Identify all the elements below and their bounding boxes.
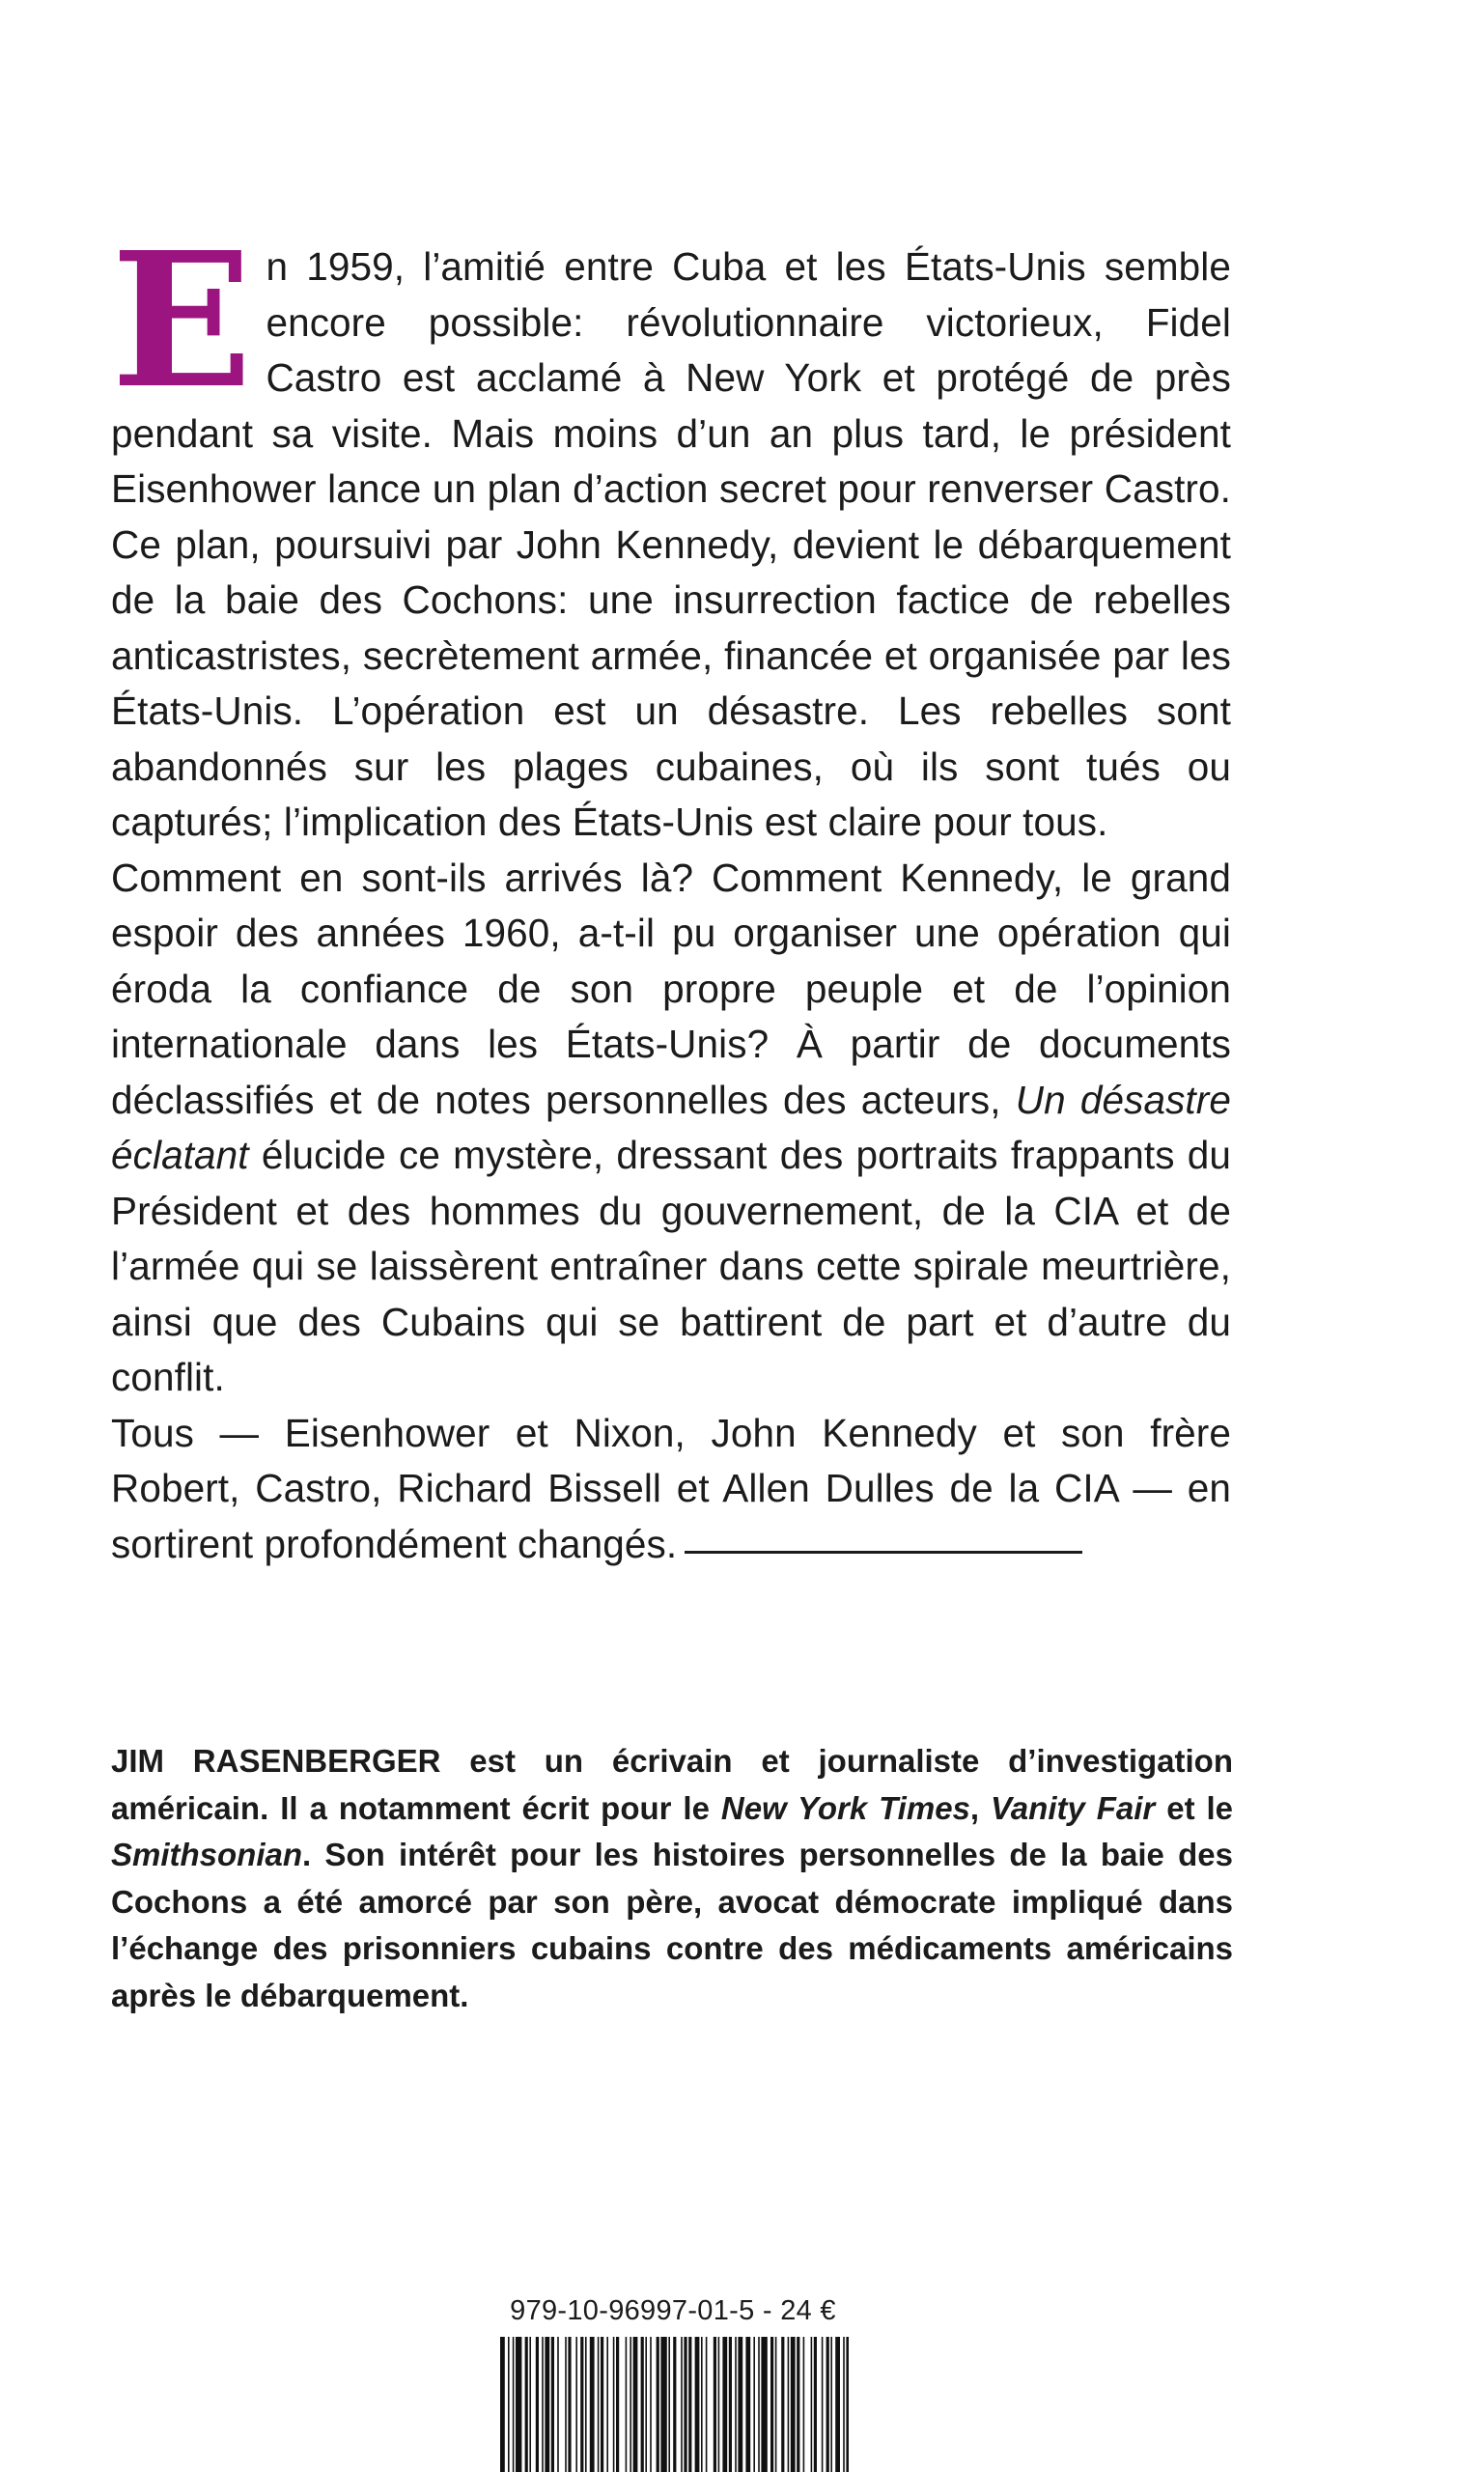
barcode-bar [846,2337,849,2472]
barcode-bar [775,2337,777,2472]
barcode-bar [616,2337,619,2472]
barcode-bar [565,2337,567,2472]
blurb-paragraph-2-end: élucide ce mystère, dressant des portraits frappants du Président et des hommes du gouvernement, de la CIA et de l’armée qui se laissèrent entraîner dans cette spirale meurtrière, ainsi que des Cubains qui se battirent de part et d’autre du conflit. [111,1133,1231,1399]
barcode-bar [822,2337,824,2472]
barcode-bar [753,2337,755,2472]
blurb-paragraph-1-text: n 1959, l’amitié entre Cuba et les États-Unis semble encore possible: révolutionnaire victorieux, Fidel Castro est acclamé à New York et protégé de près pendant sa visite. Mais moins d’un an plus tard, le président Eisenhower lance un plan d’action secret pour renverser Castro. Ce plan, poursuivi par John Kennedy, devient le débarquement de la baie des Cochons: une insurrection factice de rebelles anticastristes, secrètement armée, financée et organisée par les États-Unis. L’opération est un désastre. Les rebelles sont abandonnés sur les plages cubaines, où ils sont tués ou capturés; l’implication des États-Unis est claire pour tous. [111,244,1231,844]
barcode-bar [695,2337,700,2472]
barcode-bar [660,2337,666,2472]
author-bio [111,1738,1233,2019]
barcode-bar [843,2337,845,2472]
barcode-bar [788,2337,790,2472]
barcode-graphic [498,2337,851,2472]
barcode [498,2337,851,2472]
barcode-bar [681,2337,683,2472]
barcode-bar [580,2337,583,2472]
barcode-bar [606,2337,608,2472]
barcode-bar [688,2337,691,2472]
barcode-bar [761,2337,767,2472]
barcode-bar [650,2337,652,2472]
author-bio-text-1: JIM RASENBERGER est un écrivain et journaliste d’investigation américain. Il a notamment écrit pour le [111,1743,1233,1826]
barcode-bar [500,2337,505,2472]
blurb-paragraph-2-start: Comment en sont-ils arrivés là? Comment Kennedy, le grand espoir des années 1960, a-t-il pu organiser une opération qui éroda la confiance de son propre peuple et de l’opinion internationale dans les États-Unis? À partir de documents déclassifiés et de notes personnelles des acteurs, [111,855,1231,1122]
barcode-bar [781,2337,784,2472]
barcode-bar [575,2337,577,2472]
barcode-bar [797,2337,799,2472]
publication-smithsonian: Smithsonian [111,1837,303,1872]
publication-new-york-times: New York Times [720,1789,970,1826]
barcode-bar [745,2337,750,2472]
barcode-bar [811,2337,813,2472]
barcode-bar [613,2337,615,2472]
barcode-bar [601,2337,603,2472]
barcode-bar [585,2337,587,2472]
barcode-bar [722,2337,727,2472]
barcode-bar [633,2337,638,2472]
barcode-bar [542,2337,544,2472]
blurb-text [111,212,1231,1572]
barcode-bar [729,2337,732,2472]
barcode-bar [758,2337,760,2472]
author-bio-text-2: et le [1155,1789,1234,1826]
barcode-bar [714,2337,716,2472]
barcode-bar [525,2337,528,2472]
barcode-bar [830,2337,832,2472]
barcode-bar [536,2337,539,2472]
barcode-bar [684,2337,686,2472]
barcode-bar [508,2337,510,2472]
barcode-bar [645,2337,647,2472]
barcode-bar [803,2337,805,2472]
blurb-paragraph-2 [111,851,1231,1406]
dropcap-letter: E [111,212,253,430]
barcode-bar [513,2337,515,2472]
barcode-bar [529,2337,531,2472]
blurb-paragraph-3 [111,1406,1231,1573]
barcode-bar [701,2337,703,2472]
barcode-bar [791,2337,796,2472]
barcode-bar [770,2337,773,2472]
barcode-bar [673,2337,676,2472]
barcode-bar [835,2337,840,2472]
book-title: Un désastre éclatant [111,1077,1231,1177]
blurb-paragraph-1 [111,212,1231,851]
blurb-paragraph-3-text: Tous — Eisenhower et Nixon, John Kennedy et son frère Robert, Castro, Richard Bissell et Allen Dulles de la CIA — en sortirent profondément changés. [111,1410,1231,1566]
barcode-bar [668,2337,670,2472]
barcode-bar [545,2337,549,2472]
barcode-bar [738,2337,742,2472]
barcode-bar [826,2337,829,2472]
barcode-bar [706,2337,708,2472]
barcode-bar [735,2337,737,2472]
publication-vanity-fair: Vanity Fair [991,1789,1156,1826]
author-bio-text-3: . Son intérêt pour les histoires personnelles de la baie des Cochons a été amorcé par son père, avocat démocrate impliqué dans l’échange des prisonniers cubains contre des médicaments américains après le débarquement. [111,1837,1233,2013]
barcode-bar [814,2337,817,2472]
barcode-bar [641,2337,644,2472]
barcode-bar [516,2337,521,2472]
isbn-price: 979-10-96997-01-5 - 24 € [510,2295,836,2326]
barcode-bar [590,2337,595,2472]
barcode-bar [551,2337,554,2472]
barcode-bar [598,2337,600,2472]
barcode-bar [626,2337,628,2472]
barcode-bar [557,2337,559,2472]
end-rule [685,1551,1082,1554]
barcode-bar [568,2337,571,2472]
author-bio-separator: , [969,1789,992,1826]
barcode-bar [718,2337,720,2472]
author-bio-paragraph [111,1738,1233,2019]
barcode-bar [630,2337,631,2472]
barcode-bar [657,2337,659,2472]
